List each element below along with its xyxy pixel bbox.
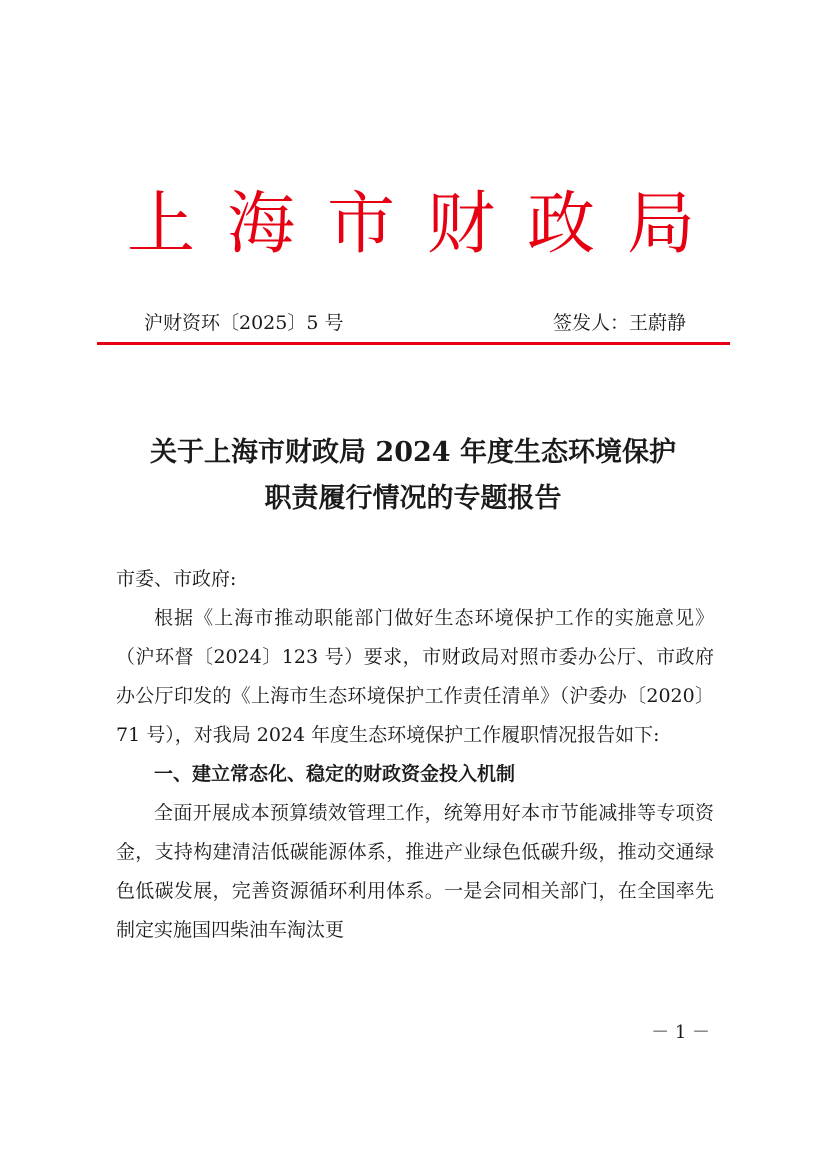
document-number: 沪财资环〔2025〕5 号 (144, 312, 344, 334)
report-title-line-2: 职责履行情况的专题报告 (264, 483, 562, 514)
organization-header: 上海市财政局 (126, 185, 727, 264)
report-title-line-1: 关于上海市财政局 2024 年度生态环境保护 (150, 437, 676, 468)
report-body (116, 560, 714, 950)
section-heading-1: 一、建立常态化、稳定的财政资金投入机制 (154, 763, 516, 785)
signer-label: 签发人：王蔚静 (552, 312, 686, 334)
red-divider-line (97, 342, 730, 345)
report-title (90, 430, 736, 522)
document-meta-row (144, 308, 686, 338)
body-paragraph-2: 全面开展成本预算绩效管理工作，统筹用好本市节能减排等专项资金，支持构建清洁低碳能源体系，推进产业绿色低碳升级，推动交通绿色低碳发展，完善资源循环利用体系。一是会同相关部门，在全国率先制定实施国四柴油车淘汰更 (116, 802, 714, 941)
salutation: 市委、市政府: (116, 568, 237, 590)
body-paragraph-1: 根据《上海市推动职能部门做好生态环境保护工作的实施意见》（沪环督〔2024〕123 号）要求，市财政局对照市委办公厅、市政府办公厅印发的《上海市生态环境保护工作责任清单》（沪委办〔2020〕71 号），对我局 2024 年度生态环境保护工作履职情况报告如下: (116, 607, 714, 746)
page-number: － 1 － (651, 1022, 710, 1043)
